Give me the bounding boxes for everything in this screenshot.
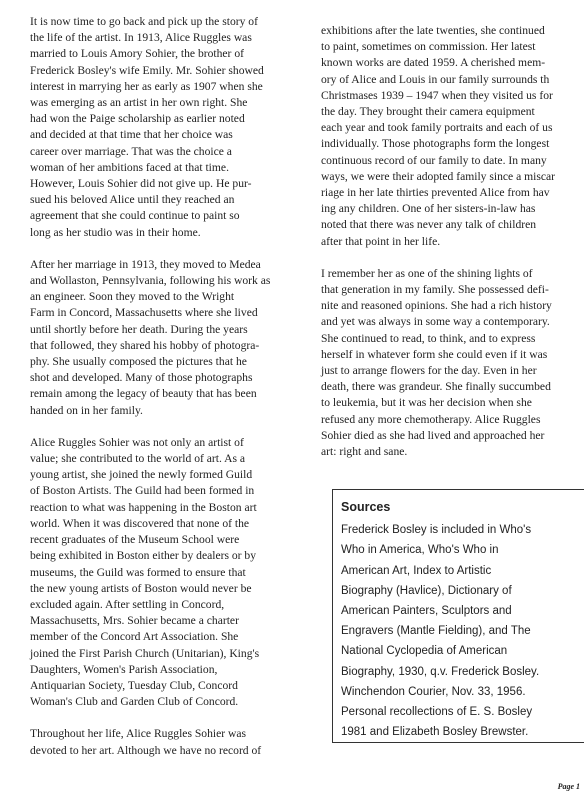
text-line: exhibitions after the late twenties, she continued: [321, 24, 545, 37]
text-line: I remember her as one of the shining lights of: [321, 266, 533, 280]
text-line: was emerging as an artist in her own right. She: [30, 96, 248, 110]
text-line: Alice Ruggles Sohier was not only an artist of: [30, 435, 244, 449]
text-line: herself in whatever form she could even if it was: [321, 347, 548, 361]
text-line: 1981 and Elizabeth Bosley Brewster.: [341, 726, 529, 739]
left-column: [30, 0, 302, 759]
text-line: She continued to read, to think, and to express: [321, 331, 536, 345]
text-line: riage in her late thirties prevented Alice from hav: [321, 186, 550, 200]
text-line: ing any children. One of her sisters-in-law has: [321, 202, 536, 216]
text-line: ways, we were their adopted family since a miscar: [321, 169, 556, 183]
text-line: Throughout her life, Alice Ruggles Sohier was: [30, 727, 247, 741]
text-line: Woman's Club and Garden Club of Concord.: [30, 695, 239, 709]
text-line: long as her studio was in their home.: [30, 225, 201, 239]
text-line: remain among the legacy of beauty that has been: [30, 387, 257, 401]
paragraph-remembrance: [321, 266, 584, 460]
text-line: Biography, 1930, q.v. Frederick Bosley.: [341, 665, 540, 678]
text-line: Farm in Concord, Massachusetts where she lived: [30, 306, 258, 320]
text-line: ory of Alice and Louis in our family surrounds th: [321, 72, 550, 86]
text-line: just to arrange flowers for the day. Even in her: [321, 364, 537, 378]
text-line: continuous record of our family to date. In many: [321, 153, 547, 167]
right-column: [321, 0, 584, 460]
text-line: married to Louis Amory Sohier, the brother of: [30, 47, 244, 61]
text-line: the new young artists of Boston would never be: [30, 581, 252, 595]
text-line: nite and reasoned opinions. She had a rich history: [321, 299, 552, 313]
text-line: had won the Paige scholarship as earlier noted: [30, 112, 245, 126]
text-line: Who in America, Who's Who in: [341, 544, 499, 557]
text-line: handed on in her family.: [30, 403, 143, 417]
text-line: world. When it was discovered that none of the: [30, 516, 250, 530]
text-line: Personal recollections of E. S. Bosley: [341, 706, 533, 719]
text-line: known works are dated 1959. A cherished mem-: [321, 56, 546, 70]
text-line: the day. They brought their camera equipment: [321, 105, 535, 119]
paragraph-later-works: [321, 23, 584, 250]
text-line: value; she contributed to the world of art. As a: [30, 452, 246, 466]
paragraph-life-of-artist: [30, 14, 302, 241]
text-line: Winchendon Courier, Nov. 33, 1956.: [341, 685, 526, 698]
text-line: and yet was always in some way a contemporary.: [321, 315, 550, 329]
text-line: Antiquarian Society, Tuesday Club, Concord: [30, 678, 238, 692]
page-number: Page 1: [557, 782, 580, 791]
text-line: Biography (Havlice), Dictionary of: [341, 584, 512, 597]
text-line: American Painters, Sculptors and: [341, 605, 512, 618]
text-line: Frederick Bosley is included in Who's: [341, 524, 532, 537]
text-line: Daughters, Women's Parish Association,: [30, 662, 218, 676]
text-line: noted that there was never any talk of children: [321, 218, 537, 232]
text-line: sued his beloved Alice until they reached an: [30, 193, 235, 207]
text-line: that generation in my family. She possessed defi-: [321, 283, 549, 297]
text-line: of Boston Artists. The Guild had been formed in: [30, 484, 255, 498]
text-line: after that point in her life.: [321, 234, 441, 248]
text-line: However, Louis Sohier did not give up. He pur-: [30, 177, 252, 191]
text-line: National Cyclopedia of American: [341, 645, 508, 658]
text-line: American Art, Index to Artistic: [341, 564, 492, 577]
text-line: to leukemia, but it was her decision when she: [321, 396, 532, 410]
text-line: refused any more chemotherapy. Alice Ruggles: [321, 412, 541, 426]
text-line: Frederick Bosley's wife Emily. Mr. Sohier showed: [30, 63, 264, 77]
text-line: It is now time to go back and pick up the story of: [30, 15, 258, 28]
paragraph-guild-of-boston-artists: [30, 435, 302, 710]
text-line: young artist, she joined the newly formed Guild: [30, 468, 253, 482]
text-line: being exhibited in Boston either by dealers or by: [30, 549, 257, 563]
text-line: and Wollaston, Pennsylvania, following his work as: [30, 274, 271, 288]
text-line: reaction to what was happening in the Boston art: [30, 500, 257, 514]
text-line: Massachusetts, Mrs. Sohier became a charter: [30, 614, 239, 628]
text-line: art: right and sane.: [321, 445, 408, 459]
text-line: recent graduates of the Museum School were: [30, 533, 240, 547]
text-line: interest in marrying her as early as 1907 when she: [30, 79, 263, 93]
text-line: until shortly before her death. During the years: [30, 322, 248, 336]
sources-list: [341, 520, 583, 742]
text-line: member of the Concord Art Association. She: [30, 630, 239, 644]
text-line: the life of the artist. In 1913, Alice Ruggles was: [30, 31, 252, 45]
text-line: Engravers (Mantle Fielding), and The: [341, 625, 531, 638]
text-line: museums, the Guild was formed to ensure that: [30, 565, 246, 579]
text-line: After her marriage in 1913, they moved to Medea: [30, 257, 261, 271]
text-line: that followed, they shared his hobby of photogra-: [30, 338, 260, 352]
text-line: woman of her ambitions faced at that time.: [30, 160, 229, 174]
text-line: each year and took family portraits and each of us: [321, 121, 553, 135]
text-line: agreement that she could continue to paint so: [30, 209, 240, 223]
text-line: Sohier died as she had lived and approached her: [321, 428, 545, 442]
text-line: career over marriage. That was the choice a: [30, 144, 232, 158]
text-line: and decided at that time that her choice was: [30, 128, 233, 142]
text-line: devoted to her art. Although we have no record of: [30, 743, 262, 757]
sources-heading: Sources: [341, 500, 391, 514]
paragraph-marriage-move: [30, 257, 302, 419]
text-line: an engineer. Soon they moved to the Wright: [30, 290, 235, 304]
text-line: death, there was grandeur. She finally succumbed: [321, 380, 551, 394]
text-line: to paint, sometimes on commission. Her latest: [321, 40, 536, 54]
text-line: joined the First Parish Church (Unitarian), King's: [30, 646, 260, 660]
text-line: phy. She usually composed the pictures that he: [30, 355, 247, 369]
paragraph-devoted-to-art: [30, 726, 302, 758]
text-line: shot and developed. Many of those photographs: [30, 371, 253, 385]
text-line: individually. Those photographs form the longest: [321, 137, 550, 151]
text-line: Christmases 1939 – 1947 when they visited us for: [321, 88, 553, 102]
sources-box: [332, 489, 584, 743]
text-line: excluded again. After settling in Concord,: [30, 597, 225, 611]
